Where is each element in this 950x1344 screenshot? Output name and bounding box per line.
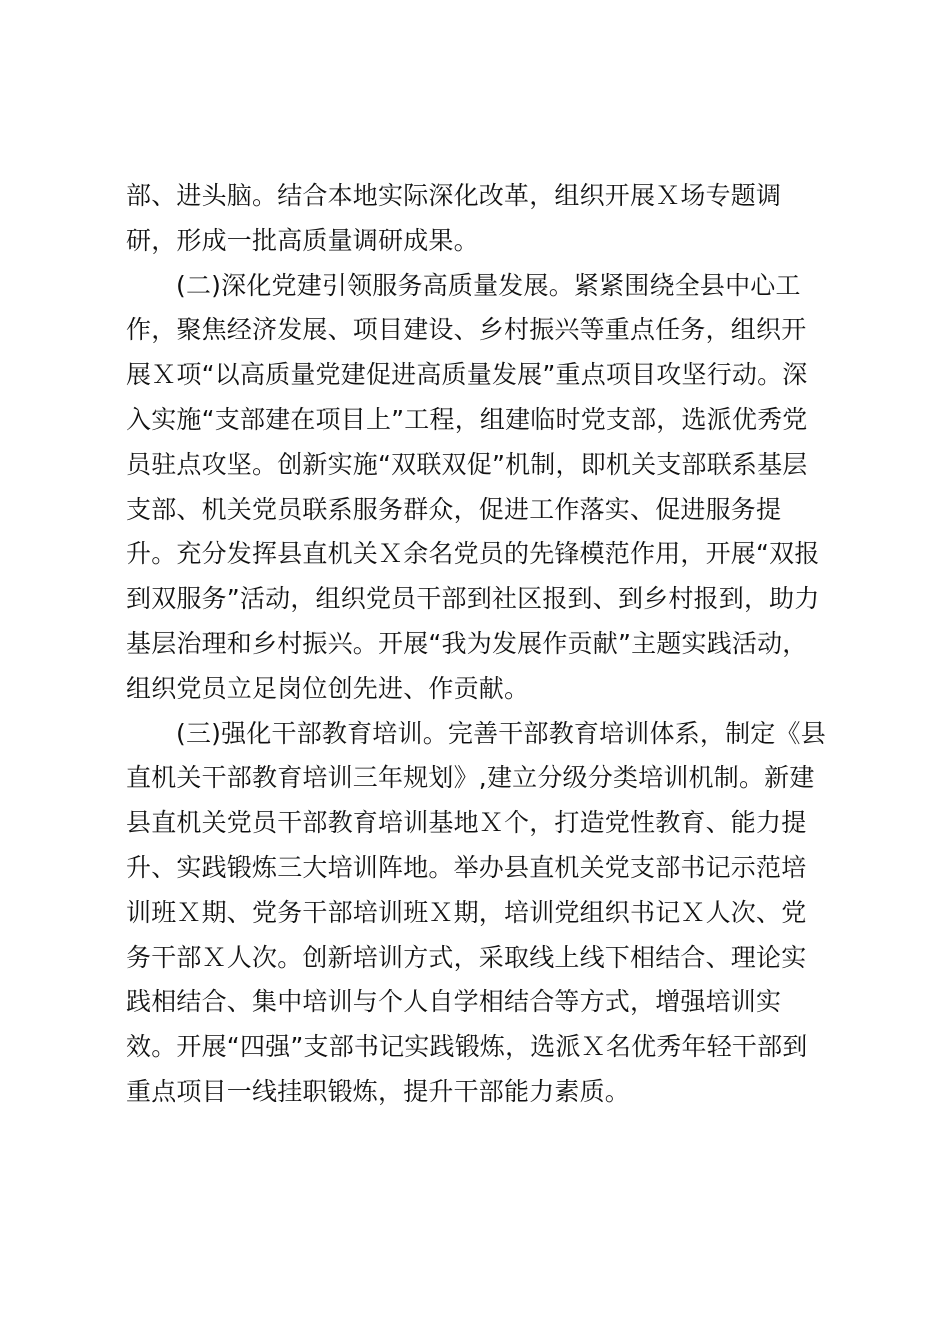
text-line: 员驻点攻坚。创新实施“双联双促”机制，即机关支部联系基层 xyxy=(126,449,808,479)
text-line: 直机关干部教育培训三年规划》,建立分级分类培训机制。新建 xyxy=(126,763,815,793)
text-line: 展Ｘ项“以高质量党建促进高质量发展”重点项目攻坚行动。深 xyxy=(126,360,808,390)
text-line: 务干部Ｘ人次。创新培训方式，采取线上线下相结合、理论实 xyxy=(126,942,807,972)
text-line: 践相结合、集中培训与个人自学相结合等方式，增强培训实 xyxy=(126,987,782,1017)
text-line: 部、进头脑。结合本地实际深化改革，组织开展Ｘ场专题调 xyxy=(126,181,782,210)
text-line: 支部、机关党员联系服务群众，促进工作落实、促进服务提 xyxy=(126,494,782,524)
text-line: 训班Ｘ期、党务干部培训班Ｘ期，培训党组织书记Ｘ人次、党 xyxy=(126,897,807,927)
document-body xyxy=(126,174,832,1115)
text-line: 组织党员立足岗位创先进、作贡献。 xyxy=(126,673,530,703)
text-line: 升。充分发挥县直机关Ｘ余名党员的先锋模范作用，开展“双报 xyxy=(126,539,820,569)
text-line: 县直机关党员干部教育培训基地Ｘ个，打造党性教育、能力提 xyxy=(126,808,807,838)
text-line: 到双服务”活动，组织党员干部到社区报到、到乡村报到，助力 xyxy=(126,584,820,614)
text-line: 基层治理和乡村振兴。开展“我为发展作贡献”主题实践活动， xyxy=(126,628,808,658)
text-line: 作，聚焦经济发展、项目建设、乡村振兴等重点任务，组织开 xyxy=(126,315,807,345)
text-line: 研，形成一批高质量调研成果。 xyxy=(126,225,479,255)
text-line: 入实施“支部建在项目上”工程，组建临时党支部，选派优秀党 xyxy=(126,404,808,434)
section-heading-line: (三)强化干部教育培训。完善干部教育培训体系，制定《县 xyxy=(176,718,826,748)
text-line: 升、实践锻炼三大培训阵地。举办县直机关党支部书记示范培 xyxy=(126,852,807,882)
text-line: 效。开展“四强”支部书记实践锻炼，选派Ｘ名优秀年轻干部到 xyxy=(126,1032,808,1062)
text-line: 重点项目一线挂职锻炼，提升干部能力素质。 xyxy=(126,1076,631,1106)
section-heading-line: (二)深化党建引领服务高质量发展。紧紧围绕全县中心工 xyxy=(176,270,801,300)
